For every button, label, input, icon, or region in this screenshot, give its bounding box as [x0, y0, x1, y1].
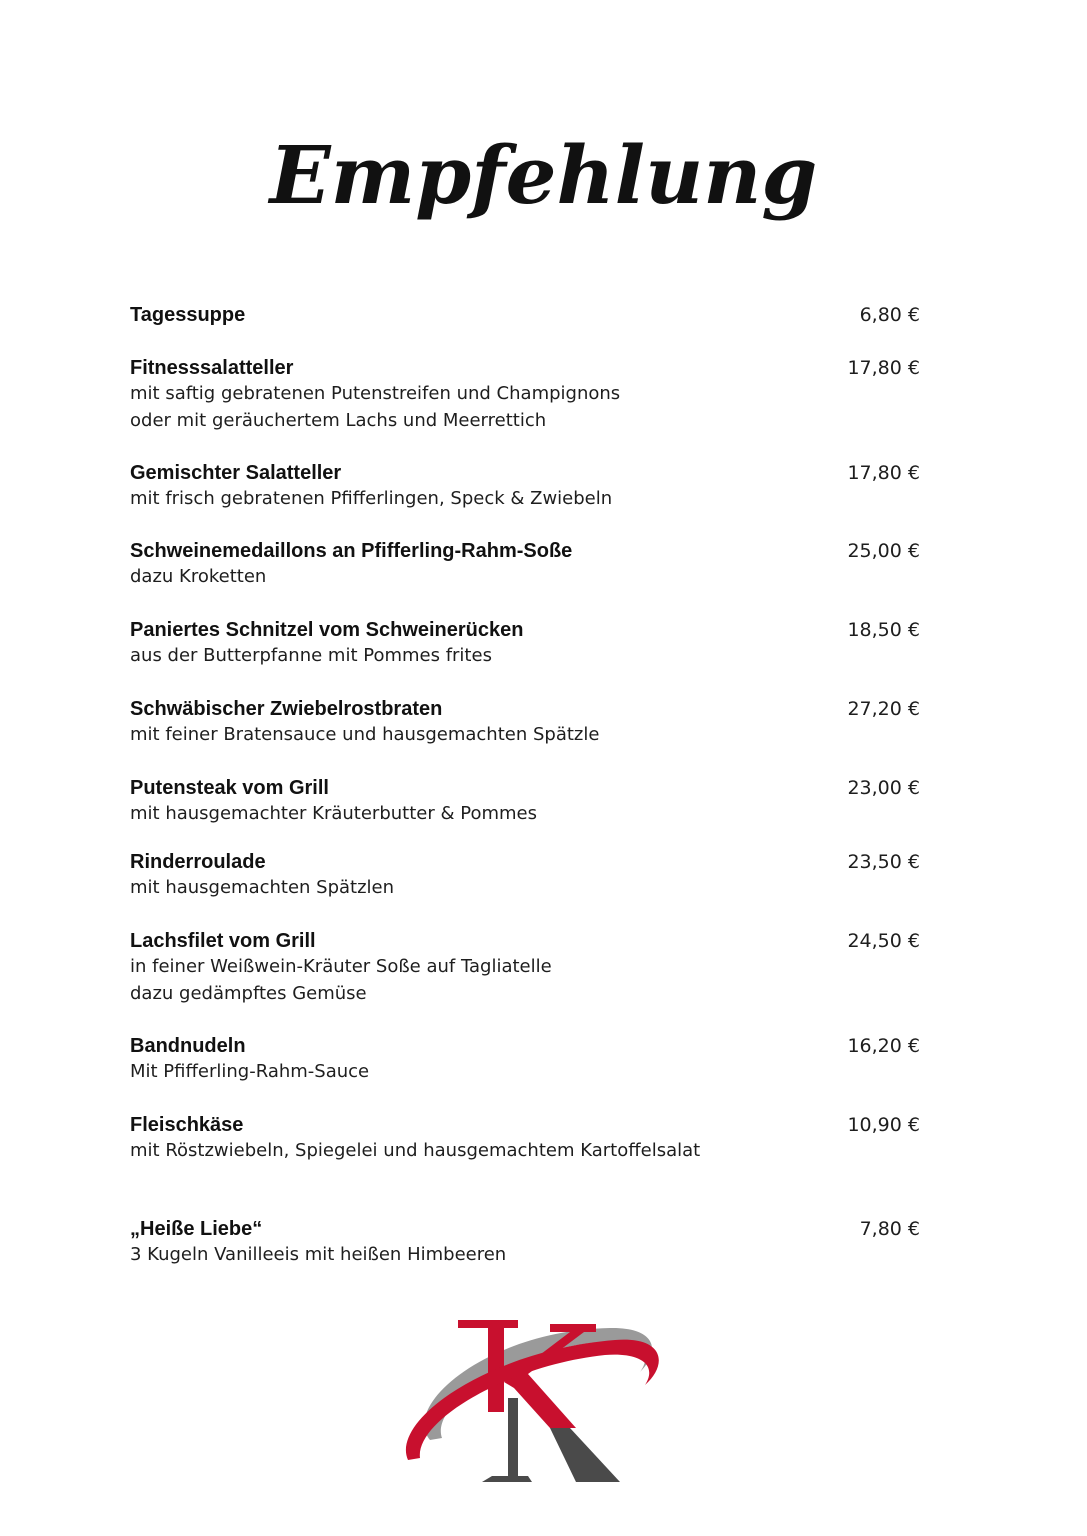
menu-item-price: 24,50 €: [847, 930, 920, 952]
page-title: Empfehlung: [269, 128, 818, 222]
menu-item-price: 7,80 €: [859, 1218, 920, 1240]
menu-item-description: Mit Pfifferling-Rahm-Sauce: [130, 1061, 370, 1082]
menu-item-price: 17,80 €: [847, 462, 920, 484]
menu-item-name: Paniertes Schnitzel vom Schweinerücken: [130, 619, 524, 641]
menu-item-name: Schwäbischer Zwiebelrostbraten: [130, 698, 443, 720]
menu-item-description: mit feiner Bratensauce und hausgemachten Spätzle: [130, 724, 600, 745]
menu-item-price: 25,00 €: [847, 540, 920, 562]
menu-item-price: 10,90 €: [847, 1114, 920, 1136]
menu-item-name: Lachsfilet vom Grill: [130, 930, 316, 952]
menu-item-description: mit saftig gebratenen Putenstreifen und Champignons: [130, 383, 621, 404]
menu-item: [130, 696, 920, 749]
menu-item-description: in feiner Weißwein-Kräuter Soße auf Tagliatelle: [130, 956, 552, 977]
menu-item-description: aus der Butterpfanne mit Pommes frites: [130, 645, 492, 666]
menu-item-price: 18,50 €: [847, 619, 920, 641]
menu-item-price: 6,80 €: [859, 304, 920, 326]
menu-item: [130, 775, 920, 828]
menu-item: [130, 1033, 920, 1086]
menu-item: [130, 302, 920, 328]
menu-item-description: mit hausgemachten Spätzlen: [130, 877, 395, 898]
menu-item: [130, 617, 920, 670]
menu-item: [130, 538, 920, 591]
menu-item-name: „Heiße Liebe“: [130, 1218, 263, 1240]
menu-item-description: 3 Kugeln Vanilleeis mit heißen Himbeeren: [130, 1244, 507, 1265]
menu-item-name: Bandnudeln: [130, 1035, 246, 1057]
menu-item-name: Gemischter Salatteller: [130, 462, 342, 484]
menu-item-name: Putensteak vom Grill: [130, 777, 329, 799]
menu-item: [130, 460, 920, 513]
menu-item: [130, 355, 920, 434]
menu-item: [130, 849, 920, 902]
menu-item-price: 27,20 €: [847, 698, 920, 720]
restaurant-logo: [400, 1310, 670, 1490]
menu-item-name: Schweinemedaillons an Pfifferling-Rahm-Soße: [130, 540, 573, 562]
menu-item: [130, 1112, 920, 1165]
menu-item-description: mit Röstzwiebeln, Spiegelei und hausgemachtem Kartoffelsalat: [130, 1140, 701, 1161]
menu-item: [130, 928, 920, 1007]
menu-item-name: Fitnesssalatteller: [130, 357, 294, 379]
menu-item-description: mit hausgemachter Kräuterbutter & Pommes: [130, 803, 537, 824]
menu-item-name: Rinderroulade: [130, 851, 266, 873]
menu-item-price: 16,20 €: [847, 1035, 920, 1057]
menu-item-price: 23,00 €: [847, 777, 920, 799]
menu-item-description: dazu gedämpftes Gemüse: [130, 982, 367, 1004]
menu-item: [130, 1216, 920, 1269]
menu-item-description: oder mit geräuchertem Lachs und Meerrettich: [130, 409, 547, 431]
menu-item-description: mit frisch gebratenen Pfifferlingen, Speck & Zwiebeln: [130, 488, 613, 509]
menu-item-price: 17,80 €: [847, 357, 920, 379]
menu-item-name: Fleischkäse: [130, 1114, 244, 1136]
menu-item-description: dazu Kroketten: [130, 566, 267, 587]
menu-item-price: 23,50 €: [847, 851, 920, 873]
menu-item-name: Tagessuppe: [130, 304, 246, 326]
